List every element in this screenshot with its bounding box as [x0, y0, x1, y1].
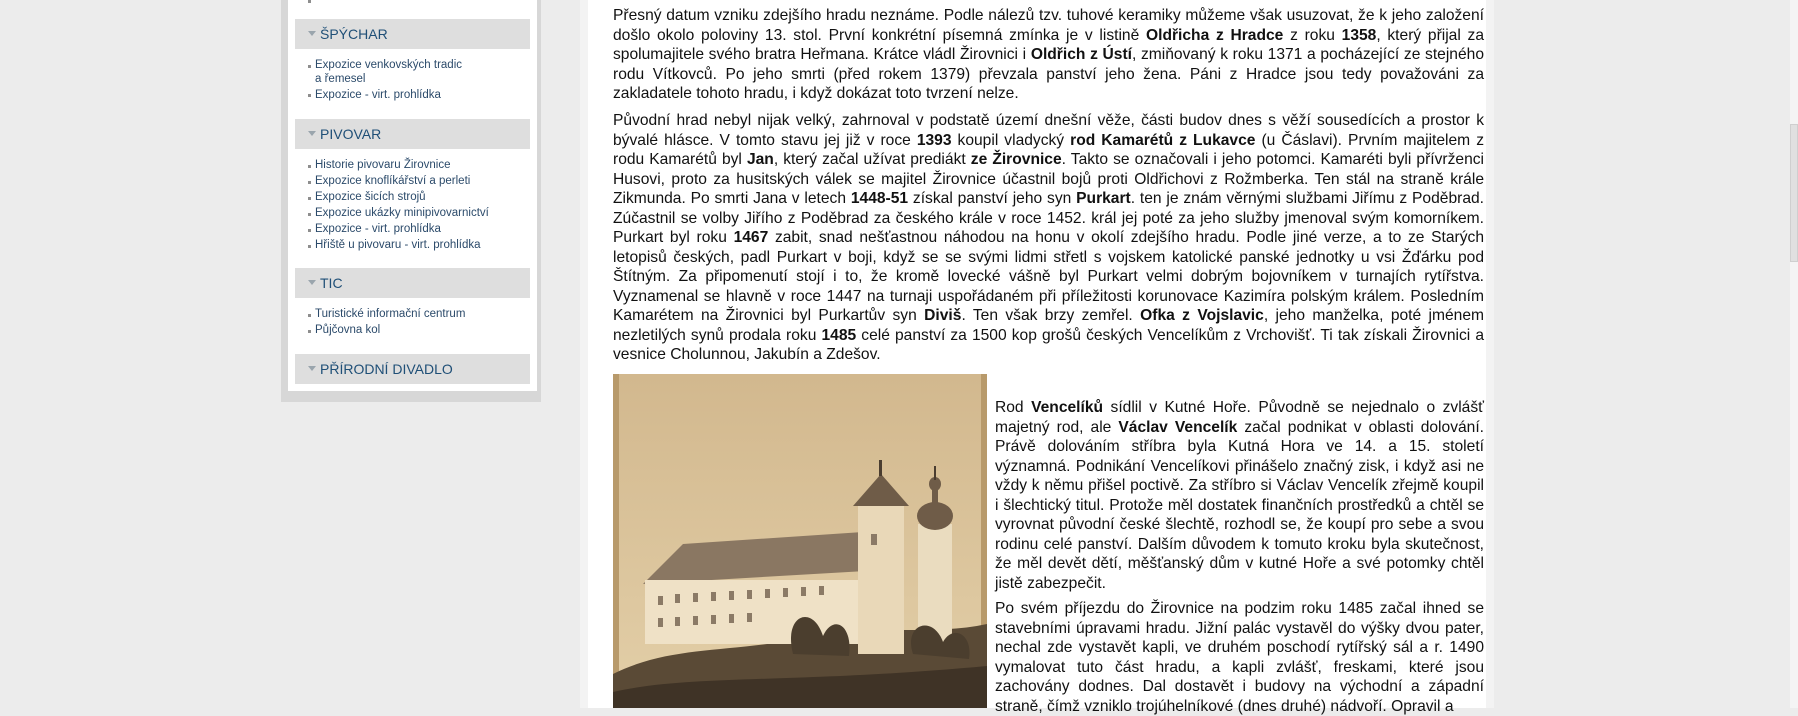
text-run: Původní hrad nebyl nijak velký, zahrnoval v podstatě území dnešní věže, části budov dnes s věží sousedících a prostor k bývalé hlásce. V tomto stavu jej již v roce	[613, 112, 1484, 149]
triangle-down-icon	[308, 31, 316, 36]
menu-item-pivovar-virt-prohlidka[interactable]: Expozice - virt. prohlídka	[315, 223, 441, 235]
text-run: Přesný datum vzniku zdejšího hradu neznáme. Podle nálezů tzv. tuhové keramiky můžeme však usuzovat, že k jeho založení došlo okolo poloviny 13. stol. První konkrétní písemná zmínka je v listině	[613, 7, 1484, 44]
text-run: zabit, snad nešťastnou náhodou na honu v okolí zdejšího hradu. Podle jiné verze, a to ze Starých letopisů českých, padl Purkart v boji, když se se svými lidmi střetl s vojskem katolické panské jednotky u vsi Žďárku pod Štítným. Za připomenutí stojí i to, že kromě lovecké vášně byl Purkart velmi dobrým bojovníkem v turnajích rytířstva. Vyznamenal se hlavně v roce 1447 na turnaji uspořádaném při příležitosti korunovace Kazimíra polským králem. Posledním Kamarétem na Žirovnici byl Purkartův syn	[613, 229, 1485, 324]
text-run: celé panství za 1500 kop grošů českých Vencelíkům z Vrchovišť. Ti tak získali Žirovnici a vesnice Cholunnou, Jakubín a Zdešov.	[613, 326, 1484, 363]
text-run: koupil vladycký	[951, 131, 1071, 149]
article-paragraph-4	[995, 599, 1484, 716]
scrollbar-thumb[interactable]	[1790, 124, 1798, 262]
menu-section-title: PŘÍRODNÍ DIVADLO	[320, 361, 453, 377]
bullet-icon	[308, 165, 311, 168]
page-scrollbar[interactable]	[1790, 0, 1798, 708]
castle-photo	[613, 374, 987, 708]
triangle-down-icon	[308, 280, 316, 285]
menu-item-pujcovna-kol[interactable]: Půjčovna kol	[315, 324, 381, 336]
bullet-icon	[308, 245, 311, 248]
menu-section-spychar[interactable]	[295, 19, 530, 49]
sidebar-clipped-item	[295, 0, 530, 4]
bold-text: Purkart	[1076, 190, 1131, 207]
article-paragraph-3	[995, 398, 1484, 593]
text-run: sídlil v Kutné Hoře. Původně se nejednalo o zvlášť majetný rod, ale	[995, 399, 1484, 436]
bold-text: 1448-51	[850, 190, 909, 207]
bullet-icon	[308, 181, 311, 184]
bold-text: rod Kamarétů z Lukavce	[1070, 131, 1256, 149]
menu-section-title: TIC	[320, 275, 343, 291]
menu-item-hriste-virt-prohlidka[interactable]: Hřiště u pivovaru - virt. prohlídka	[315, 239, 481, 251]
article-paragraph-1	[613, 6, 1484, 104]
menu-section-pivovar[interactable]	[295, 119, 530, 149]
menu-item-expozice-knoflikarstvi[interactable]: Expozice knoflíkářství a perleti	[315, 175, 471, 187]
bullet-icon	[308, 94, 311, 97]
content-right-border	[1486, 0, 1494, 708]
bullet-icon	[308, 229, 311, 232]
menu-item-turisticke-informacni-centrum[interactable]: Turistické informační centrum	[315, 308, 466, 320]
menu-item-historie-pivovaru[interactable]: Historie pivovaru Žirovnice	[315, 159, 451, 171]
bold-text: Ofka z Vojslavic	[1140, 307, 1264, 324]
menu-item-expozice-minipivovarnictvi[interactable]: Expozice ukázky minipivovarnictví	[315, 207, 489, 219]
text-run: . Ten však brzy zemřel.	[961, 307, 1141, 324]
triangle-down-icon	[308, 131, 316, 136]
bullet-icon	[308, 65, 311, 68]
bullet-icon	[308, 330, 311, 333]
text-run: , jeho manželka, poté jménem nezletilých synů prodala roku	[613, 307, 1484, 344]
text-run: , který začal užívat prediákt	[773, 151, 971, 168]
menu-item-spychar-virt-prohlidka[interactable]: Expozice - virt. prohlídka	[315, 89, 441, 101]
bullet-icon	[308, 314, 311, 317]
article-paragraph-2	[613, 111, 1484, 365]
text-run: získal panství jeho syn	[908, 190, 1077, 207]
bold-text: Oldřich z Ústí	[1030, 46, 1132, 63]
menu-item-expozice-sicich-stroju[interactable]: Expozice šicích strojů	[315, 191, 426, 203]
menu-item-expozice-venkovskych-tradic[interactable]: Expozice venkovských tradic	[315, 59, 463, 71]
text-run: , který přijal za spolumajitele svého bratra Heřmana. Krátce vládl Žirovnici i	[613, 26, 1485, 63]
text-run: . Takto se označovali i jeho potomci. Kamaréti byli přívrženci Husovi, proto za husitských válek se majitel Žirovnice účastnil bojů proti Oldřichovi z Rožmberka. Ten stál na straně krále Zikmunda. Po smrti Jana v letech	[613, 151, 1484, 207]
castle-photo-icon	[613, 374, 987, 708]
content-left-border	[580, 0, 588, 708]
bold-text: 1358	[1341, 26, 1377, 44]
bold-text: Václav Vencelík	[1118, 418, 1238, 436]
text-run: Po svém příjezdu do Žirovnice na podzim roku 1485 začal ihned se stavebními úpravami hradu. Jižní palác vystavěl do výšky dvou pater, nechal zde vystavět kapli, ve druhém poschodí rytířský sál a r. 1490 vymalovat tuto část hradu, a kapli zvlášť, freskami, které jsou zachovány dodnes. Dal dostavět i budovy na východní a západní straně, čímž vzniklo trojúhelníkové (dnes druhé) nádvoří. Opravil a	[995, 600, 1484, 715]
text-run: , zmiňovaný k roku 1371 a pocházející ze stejného rodu Vítkovců. Po jeho smrti (před rokem 1379) převzala panství jeho žena. Páni z Hradce jsou tedy považováni za zakladatele tohoto hradu, i když dokázat toto tvrzení nelze.	[613, 46, 1484, 102]
menu-section-prirodni-divadlo[interactable]	[295, 354, 530, 384]
text-run: (u Čáslavi). Prvním majitelem z rodu Kamarétů byl	[613, 131, 1484, 168]
bullet-icon	[308, 197, 311, 200]
bold-text: Diviš	[924, 307, 962, 324]
text-run: z roku	[1283, 26, 1342, 44]
bold-text: 1485	[821, 326, 857, 344]
bold-text: Oldřicha z Hradce	[1146, 26, 1284, 44]
text-run: . ten je znám věrnými službami Jiřímu z Poděbrad. Zúčastnil se volby Jiřího z Poděbrad za českého krále v roce 1452. král jej poté za jeho služby jmenoval svým komorníkem. Purkart byl roku	[613, 190, 1484, 246]
bold-text: 1393	[916, 131, 952, 149]
bold-text: ze Žirovnice	[970, 151, 1062, 168]
triangle-down-icon	[308, 366, 316, 371]
menu-item-expozice-venkovskych-tradic-cont[interactable]: a řemesel	[315, 73, 366, 85]
bold-text: Jan	[746, 151, 774, 168]
menu-section-title: ŠPÝCHAR	[320, 26, 388, 42]
bullet-icon	[308, 0, 311, 3]
bullet-icon	[308, 213, 311, 216]
bold-text: Vencelíků	[1031, 399, 1104, 416]
text-run: začal podnikat v oblasti dolování. Právě dolováním stříbra byla Kutná Hora ve 14. a 15. století významná. Podnikání Vencelíkovi přinášelo značný zisk, i když asi ne vždy k němu přišel poctivě. Za stříbro si Václav Vencelík zřejmě koupil i šlechtický titul. Protože měl dostatek finančních prostředků a chtěl se vyrovnat původní české šlechtě, rozhodl se, že koupí pro sebe a svou rodinu celé panství. Dalším důvodem k tomuto kroku byla skutečnost, že měl devět dětí, měšťanský dům v kutné Hoře a své potomky chtěl jistě zabezpečit.	[995, 418, 1485, 592]
text-run: Rod	[995, 399, 1032, 416]
menu-section-tic[interactable]	[295, 268, 530, 298]
menu-section-title: PIVOVAR	[320, 126, 382, 142]
bold-text: 1467	[733, 229, 769, 246]
